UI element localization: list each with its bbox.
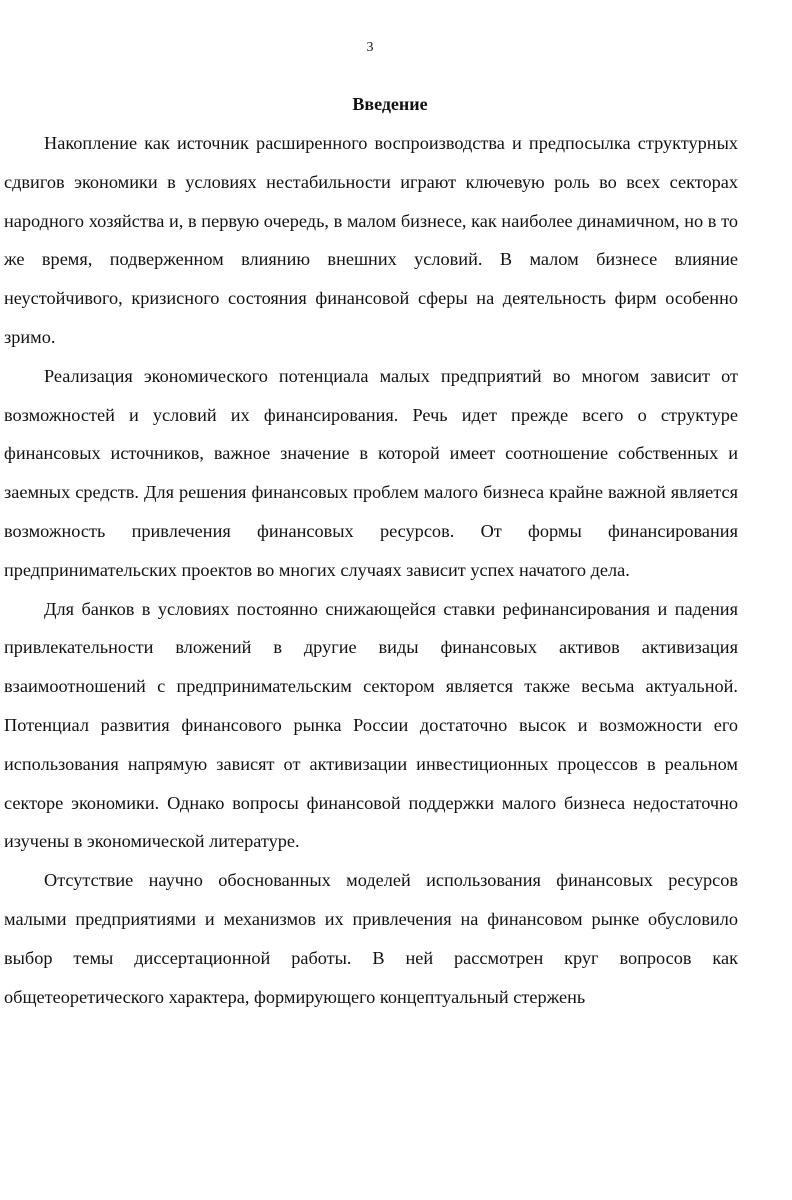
page-title: Введение [352,94,428,114]
paragraph: Накопление как источник расширенного воспроизводства и предпосылка структурных сдвигов экономики в условиях нестабильности играют ключевую роль во всех секторах народного хозяйства и, в первую очередь, в малом бизнесе, как наиболее динамичном, но в то же время, подверженном влиянию внешних условий. В малом бизнесе влияние неустойчивого, кризисного состояния финансовой сферы на деятельность фирм особенно зримо. [4,133,738,347]
page-number: 3 [366,40,374,55]
paragraph: Реализация экономического потенциала малых предприятий во многом зависит от возможностей и условий их финансирования. Речь идет прежде всего о структуре финансовых источников, важное значение в которой имеет соотношение собственных и заемных средств. Для решения финансовых проблем малого бизнеса крайне важной является возможность привлечения финансовых ресурсов. От формы финансирования предпринимательских проектов во многих случаях зависит успех начатого дела. [4,365,738,580]
paragraph: Для банков в условиях постоянно снижающейся ставки рефинансирования и падения привлекательности вложений в другие виды финансовых активов активизация взаимоотношений с предпринимательским сектором является также весьма актуальной. Потенциал развития финансового рынка России достаточно высок и возможности его использования напрямую зависят от активизации инвестиционных процессов в реальном секторе экономики. Однако вопросы финансовой поддержки малого бизнеса недостаточно изучены в экономической литературе. [4,598,738,852]
body-text [4,124,738,1016]
paragraph: Отсутствие научно обоснованных моделей использования финансовых ресурсов малыми предприятиями и механизмов их привлечения на финансовом рынке обусловило выбор темы диссертационной работы. В ней рассмотрен круг вопросов как общетеоретического характера, формирующего концептуальный стержень [4,870,738,1007]
